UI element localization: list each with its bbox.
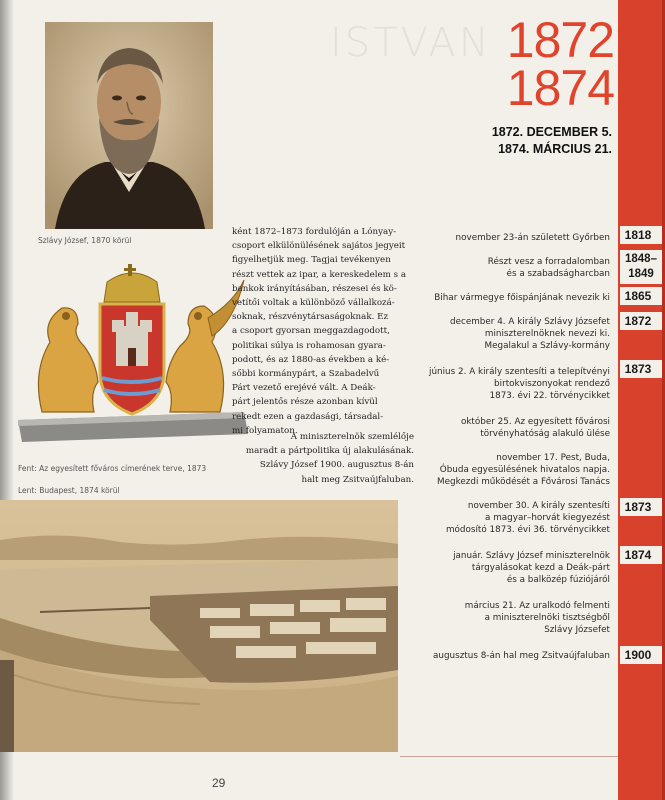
term-from: 1872. DECEMBER 5.	[491, 125, 612, 139]
coat-of-arms-caption: Fent: Az egyesített főváros címerének terve, 1873	[18, 464, 207, 473]
event-line: november 17. Pest, Buda,	[496, 453, 610, 463]
event-line: és a szabadságharcban	[506, 269, 610, 279]
body-line: csoport elkülönülésének sajátos jegyeit	[232, 241, 406, 252]
timeline-year: 1900	[624, 648, 652, 662]
event-line: 1873. évi 22. törvénycikket	[489, 391, 610, 401]
coat-of-arms-illustration	[12, 262, 250, 458]
portrait-caption: Szlávy József, 1870 körül	[38, 236, 132, 245]
body-line: vetítői voltak a különböző vállalkozá-	[232, 298, 395, 309]
page-number: 29	[212, 776, 226, 790]
event-line: birtokviszonyokat rendező	[494, 379, 610, 389]
timeline-year: 1874	[624, 548, 652, 562]
coat-of-arms-image	[12, 262, 250, 458]
body-line: ként 1872–1873 fordulóján a Lónyay-	[232, 227, 397, 237]
event-line: november 30. A király szentesíti	[467, 501, 610, 511]
city-photo-caption: Lent: Budapest, 1874 körül	[18, 486, 120, 495]
portrait-illustration	[45, 22, 213, 229]
body-line: a csoport gyorsan meggazdagodott,	[232, 326, 390, 337]
body-line: soknak, részvénytársaságoknak. Ez	[232, 312, 389, 323]
event-line: Megalakul a Szlávy-kormány	[484, 341, 610, 351]
body-line: bankok irányításában, részesei és kö-	[232, 283, 397, 294]
timeline-event	[410, 232, 610, 244]
event-line: miniszterelnöknek nevezi ki.	[484, 329, 610, 339]
timeline-year: 1865	[624, 289, 652, 303]
event-line: augusztus 8-án hal meg Zsitvaújfaluban	[432, 651, 610, 661]
body-line: Párt vezető erejévé vált. A Deák-	[232, 383, 376, 394]
event-line: december 4. A király Szlávy Józsefet	[449, 317, 610, 327]
timeline-event	[410, 452, 610, 488]
event-line: Bihar vármegye főispánjának nevezik ki	[434, 293, 610, 303]
event-line: Megkezdi működését a Fővárosi Tanács	[437, 477, 610, 487]
timeline-year: 1848–1849	[625, 253, 657, 280]
body-line: A miniszterelnök szemlélője	[290, 432, 414, 442]
event-line: Részt vesz a forradalomban	[487, 257, 610, 267]
body-line: részt vettek az ipar, a kereskedelem s a	[232, 269, 407, 280]
ghost-heading: ISTVAN	[330, 20, 492, 66]
body-line: podott, és az 1880-as években a ké-	[232, 354, 390, 365]
body-paragraph-2	[232, 430, 414, 487]
timeline-event	[410, 416, 610, 440]
event-line: módosító 1873. évi 36. törvénycikket	[445, 525, 610, 535]
timeline-year: 1872	[624, 314, 652, 328]
timeline-event	[410, 650, 610, 662]
timeline-year: 1873	[624, 500, 652, 514]
timeline-event	[410, 292, 610, 304]
body-line: sőbbi kormánypárt, a Szabadelvű	[232, 369, 380, 380]
term-to: 1874. MÁRCIUS 21.	[498, 142, 612, 156]
year-start: 1872	[506, 12, 614, 68]
event-line: tárgyalásokat kezd a Deák-párt	[471, 563, 610, 573]
timeline-event	[410, 600, 610, 636]
body-paragraph-1	[232, 225, 414, 438]
event-line: a miniszterelnöki tisztségből	[484, 613, 610, 623]
event-line: és a balközép fúziójáról	[506, 575, 610, 585]
footer-rule	[400, 756, 618, 757]
panorama-illustration	[0, 500, 398, 752]
event-line: Óbuda egyesülésének hivatalos napja.	[439, 465, 610, 475]
event-line: törvényhatóság alakuló ülése	[480, 429, 610, 439]
red-side-bar	[618, 0, 665, 800]
year-end: 1874	[506, 60, 614, 116]
body-line: politikai súlya is rohamosan gyara-	[232, 340, 386, 351]
timeline-event	[410, 500, 610, 536]
body-line: rekedt ezen a gazdasági, társadal-	[232, 411, 384, 422]
timeline-event	[410, 366, 610, 402]
timeline-event	[410, 550, 610, 586]
timeline-year: 1818	[624, 228, 652, 242]
body-line: maradt a pártpolitika új alakulásának.	[245, 446, 414, 457]
budapest-panorama-photo	[0, 500, 398, 752]
body-line: halt meg Zsitvaújfaluban.	[301, 474, 414, 485]
event-line: november 23-án született Győrben	[455, 233, 610, 243]
event-line: március 21. Az uralkodó felmenti	[464, 601, 610, 611]
term-years	[504, 12, 614, 116]
event-line: Szlávy Józsefet	[544, 625, 610, 635]
event-line: január. Szlávy József miniszterelnök	[453, 551, 610, 561]
body-line: mi folyamaton.	[232, 425, 298, 436]
timeline-event	[410, 256, 610, 280]
timeline-year: 1873	[624, 362, 652, 376]
body-line: figyelhetjük meg. Tagjai tevékenyen	[232, 255, 391, 266]
event-line: a magyar–horvát kiegyezést	[485, 513, 610, 523]
body-line: Szlávy József 1900. augusztus 8-án	[259, 460, 414, 471]
term-dates	[470, 124, 612, 158]
portrait-photo	[45, 22, 213, 229]
body-line: párt jelentős része azonban kívül	[232, 397, 378, 408]
event-line: október 25. Az egyesített fővárosi	[460, 417, 610, 427]
event-line: június 2. A király szentesíti a telepítvényi	[429, 367, 610, 377]
timeline-event	[410, 316, 610, 352]
